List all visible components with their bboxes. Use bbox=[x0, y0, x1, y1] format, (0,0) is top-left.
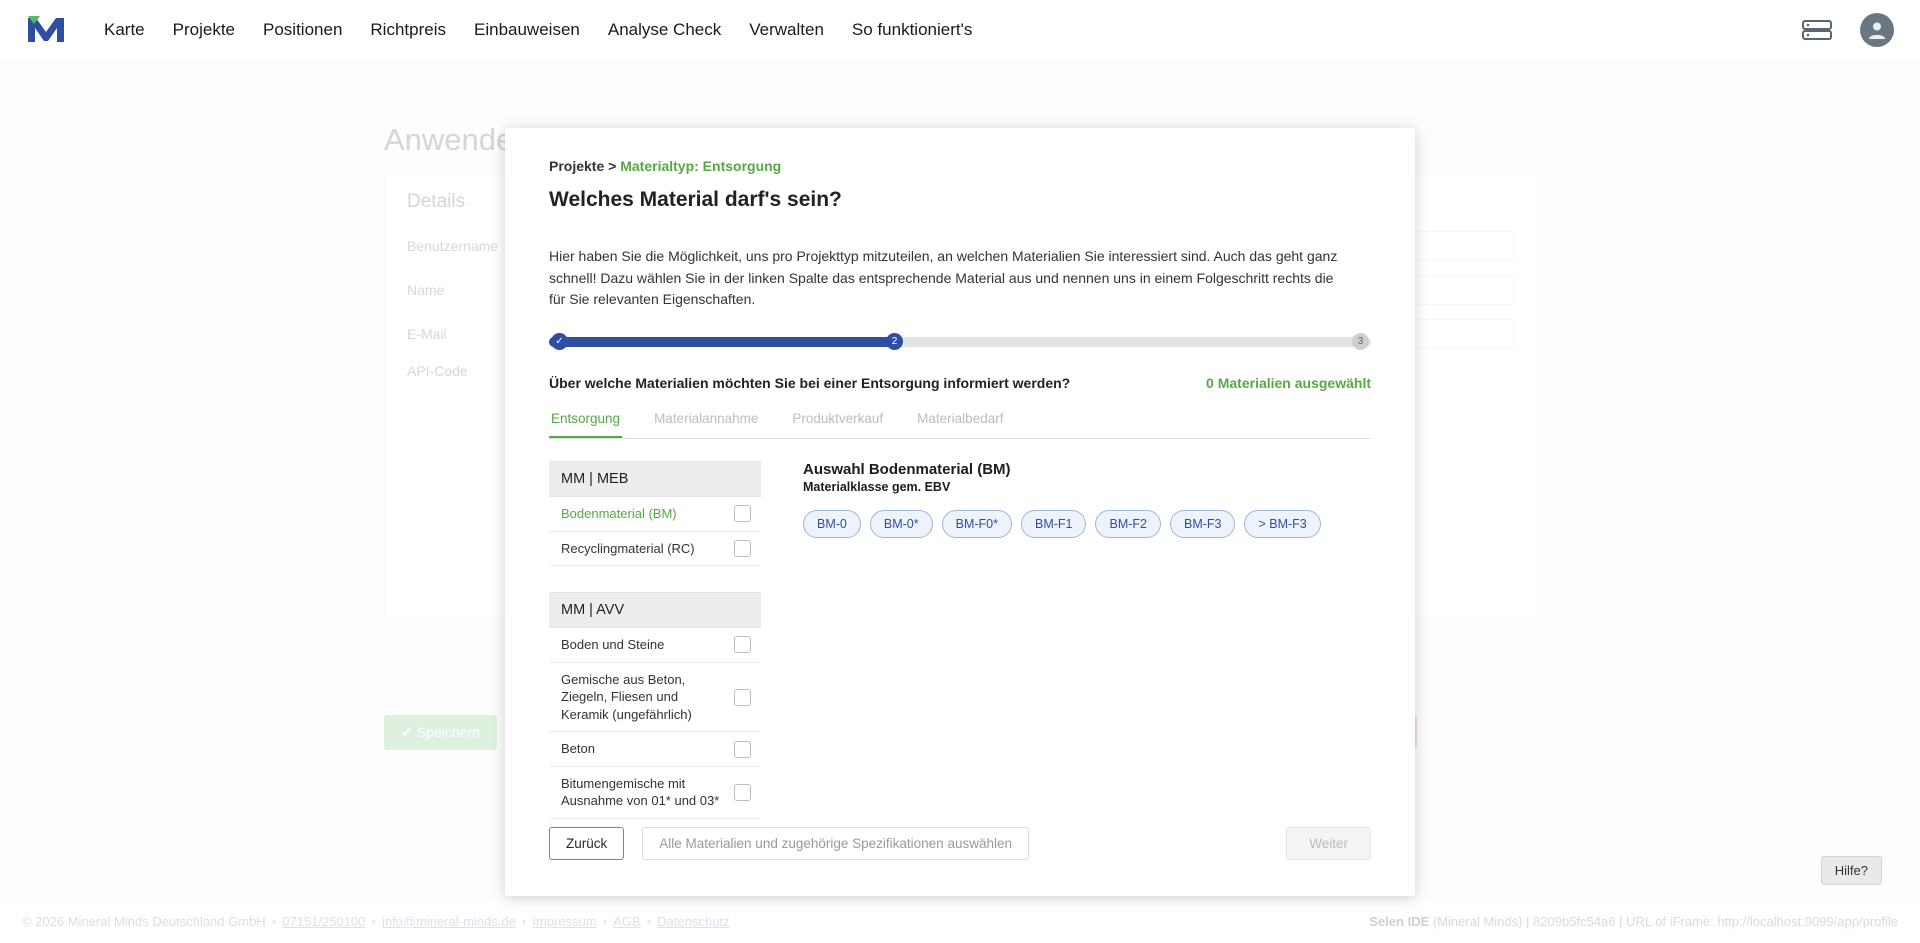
material-checkbox[interactable] bbox=[734, 741, 751, 758]
material-row-bodenmaterial[interactable] bbox=[549, 497, 761, 532]
pill-bm-f2[interactable]: BM-F2 bbox=[1095, 510, 1161, 538]
detail-title: Auswahl Bodenmaterial (BM) bbox=[803, 461, 1011, 479]
group-header-mm-avv: MM | AVV bbox=[549, 592, 761, 628]
tab-entsorgung[interactable]: Entsorgung bbox=[549, 405, 622, 438]
material-label: Bodenmaterial (BM) bbox=[561, 506, 677, 522]
tab-materialbedarf[interactable]: Materialbedarf bbox=[917, 411, 1004, 427]
material-checkbox[interactable] bbox=[734, 505, 751, 522]
material-checkbox[interactable] bbox=[734, 689, 751, 706]
modal-title: Welches Material darf's sein? bbox=[549, 188, 842, 211]
next-button[interactable]: Weiter bbox=[1286, 827, 1371, 860]
pill-bm-f3[interactable]: BM-F3 bbox=[1170, 510, 1236, 538]
nav-items bbox=[104, 20, 972, 40]
nav-item-verwalten[interactable]: Verwalten bbox=[749, 19, 824, 39]
material-label: Beton bbox=[561, 741, 595, 757]
tab-materialannahme[interactable]: Materialannahme bbox=[654, 411, 759, 427]
nav-item-analyse-check[interactable]: Analyse Check bbox=[607, 19, 722, 39]
selection-count-badge[interactable]: 0 Materialien ausgewählt bbox=[1206, 375, 1371, 392]
material-checkbox[interactable] bbox=[734, 636, 751, 653]
material-row-beton[interactable] bbox=[549, 732, 761, 767]
nav-item-richtpreis[interactable]: Richtpreis bbox=[370, 19, 446, 39]
material-label: Bitumengemische mit Ausnahme von 01* und 03* bbox=[561, 775, 720, 809]
nav-item-karte[interactable]: Karte bbox=[104, 19, 145, 39]
material-list bbox=[549, 461, 761, 819]
nav-item-positionen[interactable]: Positionen bbox=[263, 19, 343, 39]
sub-question: Über welche Materialien möchten Sie bei einer Entsorgung informiert werden? bbox=[549, 375, 1071, 392]
material-label: Recyclingmaterial (RC) bbox=[561, 540, 695, 556]
material-row-boden-und-steine[interactable] bbox=[549, 628, 761, 663]
material-label: Gemische aus Beton, Ziegeln, Fliesen und Keramik (ungefährlich) bbox=[561, 671, 692, 722]
pill-greater-bm-f3[interactable]: > BM-F3 bbox=[1244, 510, 1320, 538]
server-icon[interactable] bbox=[1800, 17, 1834, 43]
material-class-pills bbox=[803, 510, 1371, 538]
step-1-dot[interactable]: ✓ bbox=[551, 333, 568, 350]
pill-bm-f1[interactable]: BM-F1 bbox=[1021, 510, 1087, 538]
select-all-materials-button[interactable]: Alle Materialien und zugehörige Spezifikationen auswählen bbox=[642, 827, 1029, 860]
material-row-recyclingmaterial[interactable] bbox=[549, 532, 761, 567]
top-navigation-bar bbox=[0, 0, 1920, 60]
breadcrumb-current[interactable]: Materialtyp: Entsorgung bbox=[620, 158, 782, 174]
pill-bm-f0-star[interactable]: BM-F0* bbox=[942, 510, 1012, 538]
nav-item-so-funktionierts[interactable]: So funktioniert's bbox=[851, 19, 973, 39]
modal-columns bbox=[549, 461, 1371, 819]
nav-item-projekte[interactable]: Projekte bbox=[172, 19, 236, 39]
step-3-dot[interactable]: 3 bbox=[1352, 333, 1369, 350]
material-selection-modal bbox=[505, 128, 1415, 896]
tab-produktverkauf[interactable]: Produktverkauf bbox=[792, 411, 884, 427]
group-header-mm-meb: MM | MEB bbox=[549, 461, 761, 497]
user-avatar-icon[interactable] bbox=[1860, 13, 1894, 47]
sub-question-row bbox=[549, 375, 1371, 391]
progress-fill bbox=[549, 337, 894, 347]
material-row-gemische-beton-ziegel[interactable] bbox=[549, 663, 761, 733]
material-checkbox[interactable] bbox=[734, 540, 751, 557]
modal-description: Hier haben Sie die Möglichkeit, uns pro Projekttyp mitzuteilen, an welchen Materialien Sie interessiert sind. Auch das geht ganz schnell! Dazu wählen Sie in der linken Spalte das entsprechende Material aus und nennen uns in einem Folgeschritt rechts die für Sie relevanten Eigenschaften. bbox=[549, 248, 1338, 308]
back-button[interactable]: Zurück bbox=[549, 827, 624, 860]
breadcrumb bbox=[549, 158, 1371, 174]
modal-footer bbox=[549, 827, 1371, 860]
detail-subtitle: Materialklasse gem. EBV bbox=[803, 480, 951, 495]
help-button[interactable]: Hilfe? bbox=[1821, 856, 1882, 885]
nav-right-actions bbox=[1800, 13, 1894, 47]
pill-bm-0-star[interactable]: BM-0* bbox=[870, 510, 933, 538]
step-progress-bar bbox=[549, 333, 1371, 351]
material-type-tabs bbox=[549, 405, 1371, 439]
pill-bm-0[interactable]: BM-0 bbox=[803, 510, 861, 538]
step-2-dot[interactable]: 2 bbox=[886, 333, 903, 350]
material-checkbox[interactable] bbox=[734, 784, 751, 801]
material-detail-panel bbox=[803, 461, 1371, 819]
breadcrumb-root[interactable]: Projekte > bbox=[549, 158, 617, 174]
nav-item-einbauweisen[interactable]: Einbauweisen bbox=[474, 19, 580, 39]
material-row-bitumengemische[interactable] bbox=[549, 767, 761, 819]
mineral-minds-logo[interactable] bbox=[26, 12, 68, 48]
material-label: Boden und Steine bbox=[561, 637, 665, 653]
